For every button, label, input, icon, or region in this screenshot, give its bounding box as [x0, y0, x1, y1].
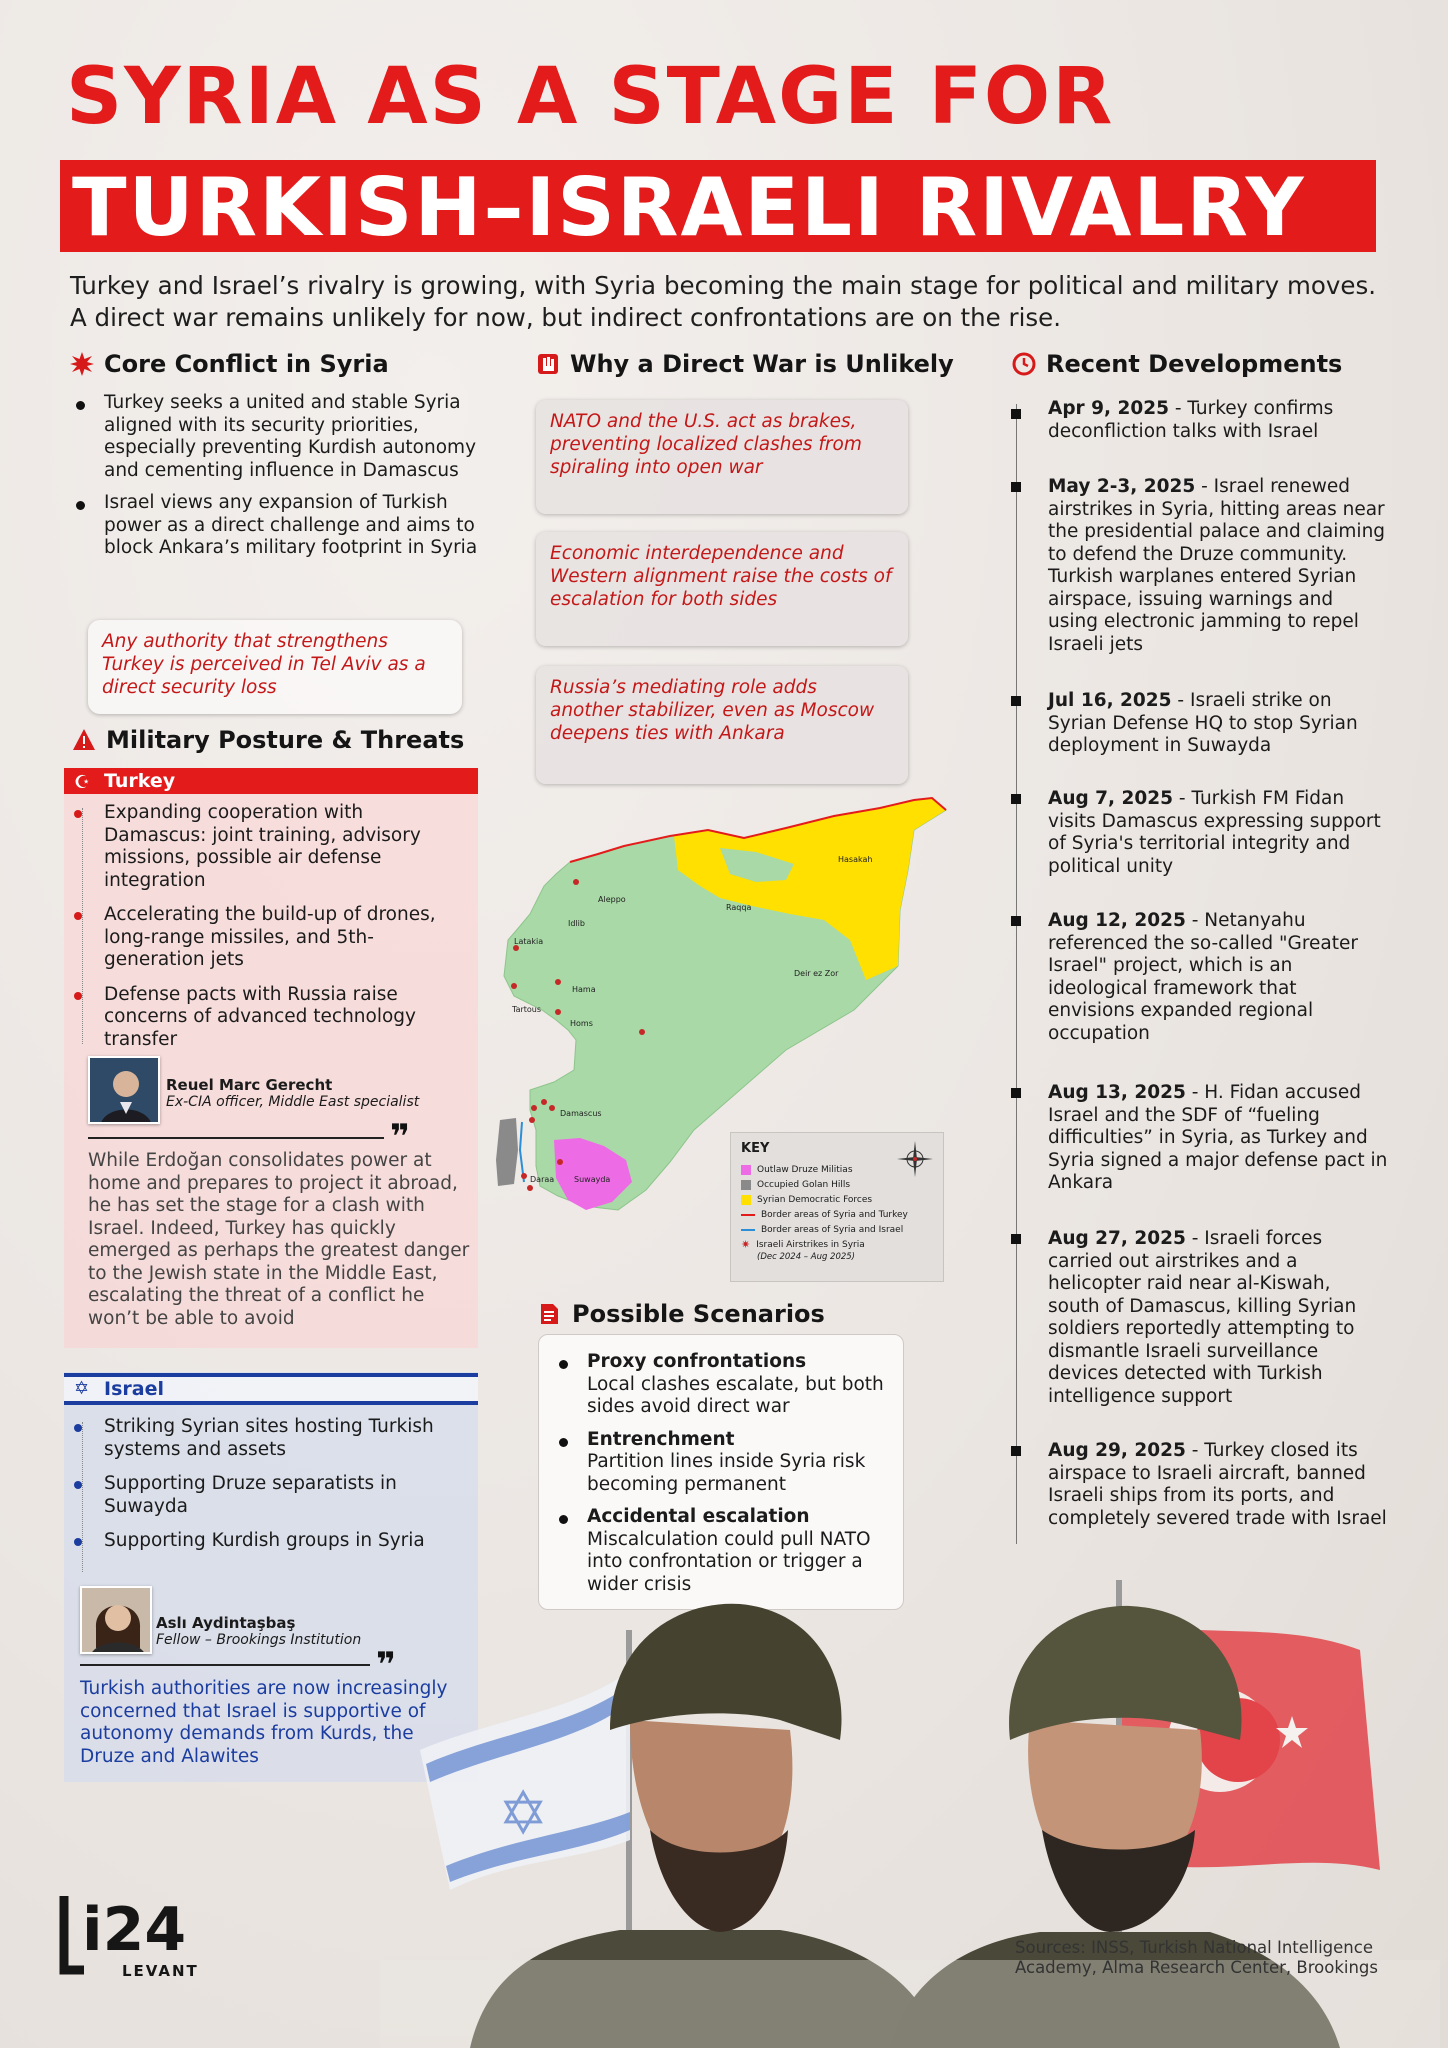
svg-text:i24: i24 — [82, 1895, 187, 1965]
scenario-text: Local clashes escalate, but both sides avoid direct war — [587, 1373, 884, 1417]
city-label: Raqqa — [726, 903, 752, 912]
timeline-marker — [1011, 409, 1021, 419]
key-label: Border areas of Syria and Turkey — [761, 1209, 908, 1220]
expert-name-gerecht: Reuel Marc Gerecht — [166, 1076, 333, 1094]
scenario-title: Accidental escalation — [587, 1506, 810, 1527]
key-row — [741, 1207, 933, 1222]
scenario-text: Partition lines inside Syria risk becoming permanent — [587, 1451, 866, 1495]
timeline-marker — [1011, 794, 1021, 804]
list-item: Striking Syrian sites hosting Turkish systems and assets — [66, 1416, 446, 1461]
key-label: Outlaw Druze Militias — [757, 1164, 853, 1175]
key-row — [741, 1192, 933, 1207]
timeline-entry — [1048, 398, 1388, 443]
airstrike-marker — [541, 1099, 547, 1105]
hand-stop-icon — [536, 352, 560, 376]
key-row — [741, 1237, 933, 1252]
list-item — [553, 1351, 889, 1419]
why-unlikely-heading — [536, 350, 954, 378]
i24-levant-logo — [58, 1892, 238, 1982]
timeline-line — [1016, 404, 1017, 1544]
timeline-marker — [1011, 1446, 1021, 1456]
expert-role-gerecht: Ex-CIA officer, Middle East specialist — [166, 1094, 420, 1110]
timeline-entry — [1048, 690, 1388, 758]
druze-swatch — [741, 1165, 751, 1175]
list-item: Turkey seeks a united and stable Syria aligned with its security priorities, especially preventing Kurdish autonomy and cementing influence in Damascus — [70, 392, 500, 482]
airstrike-marker — [549, 1105, 555, 1111]
city-label: Suwayda — [574, 1175, 611, 1184]
key-note: (Dec 2024 – Aug 2025) — [757, 1252, 855, 1262]
airstrike-marker — [521, 1173, 527, 1179]
key-row — [741, 1222, 933, 1237]
intro-paragraph: Turkey and Israel’s rivalry is growing, with Syria becoming the main stage for political and military moves. A direct war remains unlikely for now, but indirect confrontations are on the rise. — [70, 271, 1376, 332]
israel-flag-star-icon: ✡ — [498, 1779, 549, 1849]
airstrike-icon: ✷ — [741, 1238, 751, 1251]
timeline-entry — [1048, 476, 1388, 656]
military-posture-heading — [72, 726, 464, 754]
core-conflict-quote: Any authority that strengthens Turkey is perceived in Tel Aviv as a direct security loss — [88, 620, 462, 714]
city-label: Deir ez Zor — [794, 969, 839, 978]
why-unlikely-heading-text: Why a Direct War is Unlikely — [570, 350, 954, 378]
timeline-text: - H. Fidan accused Israel and the SDF of “fueling difficulties” in Syria, as Turkey and Syria signed a major defense pact in Ankara — [1048, 1082, 1388, 1193]
timeline-date: Aug 29, 2025 — [1048, 1440, 1186, 1461]
timeline-marker — [1011, 482, 1021, 492]
city-label: Damascus — [560, 1109, 602, 1118]
expert-photo-gerecht — [88, 1056, 160, 1124]
sdf-swatch — [741, 1195, 751, 1205]
timeline-entry — [1048, 910, 1388, 1045]
israel-list — [66, 1416, 446, 1565]
scenario-text: Miscalculation could pull NATO into confrontation or trigger a wider crisis — [587, 1528, 871, 1595]
list-item: Supporting Druze separatists in Suwayda — [66, 1473, 446, 1518]
city-label: Idlib — [568, 919, 585, 928]
turkey-list — [66, 802, 446, 1063]
key-label: Border areas of Syria and Israel — [761, 1224, 904, 1235]
israel-header — [64, 1373, 478, 1405]
svg-text:LEVANT: LEVANT — [122, 1962, 199, 1980]
quote-mark-icon: ❞ — [390, 1117, 410, 1157]
city-label: Tartous — [512, 1005, 542, 1014]
timeline-marker — [1011, 1088, 1021, 1098]
scenario-title: Proxy confrontations — [587, 1351, 807, 1372]
airstrike-marker — [557, 1159, 563, 1165]
recent-heading — [1012, 350, 1342, 378]
airstrike-marker — [639, 1029, 645, 1035]
key-label: Israeli Airstrikes in Syria — [756, 1239, 865, 1250]
military-posture-heading-text: Military Posture & Threats — [106, 726, 465, 754]
document-icon — [538, 1302, 562, 1326]
warning-icon — [72, 728, 96, 752]
scenarios-heading — [538, 1300, 825, 1328]
turkey-crescent-icon: ☪ — [74, 772, 91, 793]
quote-rule — [88, 1137, 384, 1139]
scenarios-heading-text: Possible Scenarios — [572, 1300, 825, 1328]
expert-photo-aydintasbas — [80, 1586, 152, 1654]
key-title: KEY — [741, 1141, 770, 1156]
list-item — [553, 1429, 889, 1497]
expert-quote-aydintasbas: Turkish authorities are now increasingly concerned that Israel is supportive of autonomy demands from Kurds, the Druze and Alawites — [80, 1678, 448, 1767]
city-label: Hasakah — [838, 855, 873, 864]
compass-icon — [897, 1141, 933, 1180]
expert-role-aydintasbas: Fellow – Brookings Institution — [156, 1632, 362, 1648]
recent-heading-text: Recent Developments — [1046, 350, 1343, 378]
timeline-date: Aug 7, 2025 — [1048, 788, 1174, 809]
timeline-text: - Turkey closed its airspace to Israeli aircraft, banned Israeli ships from its ports, and completely severed trade with Israel — [1048, 1440, 1387, 1529]
scenario-title: Entrenchment — [587, 1428, 735, 1450]
quote-rule — [80, 1664, 370, 1666]
timeline-text: - Israel renewed airstrikes in Syria, hitting areas near the presidential palace and claiming to defend the Druze community. Turkish warplanes entered Syrian airspace, issuing warnings and using electronic jamming to repel Israeli jets — [1048, 476, 1386, 655]
soldier-left-helmet — [610, 1604, 842, 1740]
airstrike-marker — [573, 879, 579, 885]
timeline-date: Apr 9, 2025 — [1048, 398, 1169, 419]
why-card: Economic interdependence and Western alignment raise the costs of escalation for both sides — [536, 532, 908, 646]
why-card: Russia’s mediating role adds another stabilizer, even as Moscow deepens ties with Ankara — [536, 666, 908, 784]
timeline-date: Aug 12, 2025 — [1048, 910, 1186, 931]
timeline-marker — [1011, 696, 1021, 706]
israel-border-line — [520, 1122, 524, 1182]
sources-note: Sources: INSS, Turkish National Intelligence Academy, Alma Research Center, Brookings — [1015, 1938, 1378, 1977]
timeline-date: Aug 13, 2025 — [1048, 1082, 1186, 1103]
city-label: Hama — [572, 985, 596, 994]
quote-mark-icon: ❞ — [376, 1645, 396, 1685]
burst-icon — [70, 352, 94, 376]
timeline-text: - Israeli forces carried out airstrikes and a helicopter raid near al-Kiswah, south of Damascus, killing Syrian soldiers reportedly attempting to dismantle Israeli surveillance devices detected with Turkish intelligence support — [1048, 1228, 1357, 1407]
airstrike-marker — [555, 979, 561, 985]
core-conflict-heading — [70, 350, 389, 378]
golan-territory — [496, 1118, 518, 1186]
key-label: Syrian Democratic Forces — [757, 1194, 873, 1205]
core-conflict-list — [70, 392, 500, 570]
timeline-marker — [1011, 1234, 1021, 1244]
list-item: Supporting Kurdish groups in Syria — [66, 1530, 446, 1553]
why-card: NATO and the U.S. act as brakes, preventing localized clashes from spiraling into open war — [536, 400, 908, 514]
timeline-entry — [1048, 1082, 1388, 1195]
list-item: Accelerating the build-up of drones, long-range missiles, and 5th-generation jets — [66, 904, 446, 972]
list-item: Defense pacts with Russia raise concerns of advanced technology transfer — [66, 984, 446, 1052]
title-line-2: TURKISH–ISRAELI RIVALRY — [72, 161, 1306, 254]
timeline-date: May 2-3, 2025 — [1048, 476, 1196, 497]
airstrike-marker — [555, 1009, 561, 1015]
city-label: Aleppo — [598, 895, 626, 904]
timeline-entry — [1048, 1440, 1388, 1530]
timeline-text: - Turkey confirms deconfliction talks with Israel — [1048, 398, 1334, 442]
expert-quote-gerecht: While Erdoğan consolidates power at home and prepares to project it abroad, he has set the stage for a clash with Israel. Indeed, Turkey has quickly emerged as perhaps the greatest danger to the Jewish state in the Middle East, escalating the threat of a conflict he won’t be able to avoid — [88, 1150, 470, 1329]
airstrike-marker — [531, 1105, 537, 1111]
airstrike-marker — [527, 1185, 533, 1191]
timeline-entry — [1048, 1228, 1388, 1408]
timeline-marker — [1011, 916, 1021, 926]
timeline-text: - Israeli strike on Syrian Defense HQ to stop Syrian deployment in Suwayda — [1048, 690, 1358, 756]
timeline-date: Aug 27, 2025 — [1048, 1228, 1186, 1249]
list-item: Israel views any expansion of Turkish power as a direct challenge and aims to block Ankara’s military footprint in Syria — [70, 492, 500, 560]
airstrike-marker — [511, 983, 517, 989]
timeline-text: - Turkish FM Fidan visits Damascus expressing support of Syria's territorial integrity and political unity — [1048, 788, 1381, 877]
key-label: Occupied Golan Hills — [757, 1179, 851, 1190]
map-key — [730, 1132, 944, 1282]
city-label: Latakia — [514, 937, 544, 946]
star-of-david-icon: ✡ — [74, 1378, 90, 1399]
airstrike-marker — [529, 1117, 535, 1123]
expert-name-aydintasbas: Aslı Aydintaşbaş — [156, 1614, 296, 1632]
israel-label: Israel — [104, 1378, 164, 1400]
title-line-1: SYRIA AS A STAGE FOR — [66, 52, 1115, 142]
timeline-text: - Netanyahu referenced the so-called "Greater Israel" project, which is an ideological framework that envisions expanded regional occupation — [1048, 910, 1358, 1044]
list-item: Expanding cooperation with Damascus: joint training, advisory missions, possible air defense integration — [66, 802, 446, 892]
timeline-date: Jul 16, 2025 — [1048, 690, 1172, 711]
city-label: Homs — [570, 1019, 593, 1028]
israel-border-swatch — [741, 1229, 755, 1231]
turkey-border-swatch — [741, 1214, 755, 1216]
clock-icon — [1012, 352, 1036, 376]
turkey-label: Turkey — [104, 770, 176, 792]
city-label: Daraa — [530, 1175, 555, 1184]
turkey-header — [64, 768, 478, 794]
timeline-entry — [1048, 788, 1388, 878]
core-conflict-heading-text: Core Conflict in Syria — [104, 350, 389, 378]
golan-swatch — [741, 1180, 751, 1190]
